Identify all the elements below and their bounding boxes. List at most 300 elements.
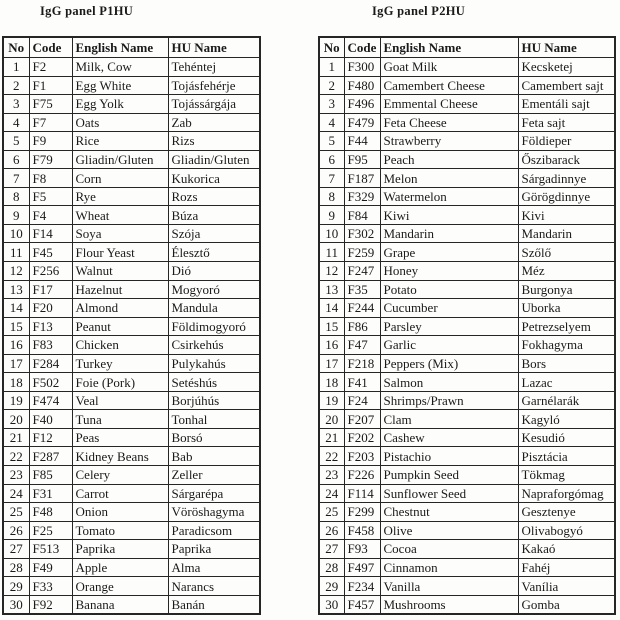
cell-no: 6 (3, 150, 29, 169)
table-row (319, 521, 615, 540)
cell-code: F4 (29, 206, 72, 225)
cell-english-name: Turkey (72, 354, 168, 373)
cell-english-name: Cocoa (380, 540, 518, 559)
cell-hu-name: Mandula (168, 299, 260, 318)
col-header-english-name: English Name (72, 37, 168, 58)
cell-hu-name: Rozs (168, 187, 260, 206)
cell-code: F14 (29, 224, 72, 243)
cell-no: 29 (3, 577, 29, 596)
cell-english-name: Kidney Beans (72, 447, 168, 466)
cell-code: F329 (344, 187, 380, 206)
cell-no: 17 (319, 354, 344, 373)
table-row (319, 76, 615, 95)
table-row (3, 280, 260, 299)
cell-hu-name: Feta sajt (518, 113, 615, 132)
table-row (3, 503, 260, 522)
cell-no: 21 (319, 428, 344, 447)
cell-no: 3 (319, 95, 344, 114)
cell-english-name: Chicken (72, 336, 168, 355)
cell-code: F2 (29, 58, 72, 77)
cell-english-name: Celery (72, 466, 168, 485)
cell-hu-name: Földimogyoró (168, 317, 260, 336)
cell-english-name: Gliadin/Gluten (72, 150, 168, 169)
cell-no: 30 (3, 595, 29, 614)
panel-title-p2hu: IgG panel P2HU (372, 4, 466, 18)
table-row (319, 428, 615, 447)
table-row (3, 113, 260, 132)
cell-code: F480 (344, 76, 380, 95)
cell-hu-name: Setéshús (168, 373, 260, 392)
cell-english-name: Peppers (Mix) (380, 354, 518, 373)
cell-english-name: Potato (380, 280, 518, 299)
table-row (319, 243, 615, 262)
cell-code: F83 (29, 336, 72, 355)
cell-hu-name: Pulykahús (168, 354, 260, 373)
cell-hu-name: Sárgadinnye (518, 169, 615, 188)
cell-english-name: Pistachio (380, 447, 518, 466)
cell-english-name: Melon (380, 169, 518, 188)
cell-code: F49 (29, 558, 72, 577)
table-row (3, 521, 260, 540)
cell-code: F187 (344, 169, 380, 188)
table-row (3, 410, 260, 429)
cell-english-name: Garlic (380, 336, 518, 355)
table-row (319, 187, 615, 206)
cell-code: F7 (29, 113, 72, 132)
cell-code: F244 (344, 299, 380, 318)
cell-english-name: Egg Yolk (72, 95, 168, 114)
table-row (3, 187, 260, 206)
cell-hu-name: Tonhal (168, 410, 260, 429)
cell-hu-name: Kukorica (168, 169, 260, 188)
col-header-code: Code (344, 37, 380, 58)
table-row (319, 336, 615, 355)
cell-hu-name: Petrezselyem (518, 317, 615, 336)
cell-english-name: Rice (72, 132, 168, 151)
cell-no: 9 (3, 206, 29, 225)
cell-hu-name: Tökmag (518, 466, 615, 485)
cell-code: F48 (29, 503, 72, 522)
cell-no: 24 (3, 484, 29, 503)
cell-no: 25 (3, 503, 29, 522)
cell-no: 18 (319, 373, 344, 392)
cell-hu-name: Fokhagyma (518, 336, 615, 355)
cell-hu-name: Őszibarack (518, 150, 615, 169)
cell-code: F13 (29, 317, 72, 336)
cell-no: 5 (319, 132, 344, 151)
table-row (319, 410, 615, 429)
cell-no: 14 (319, 299, 344, 318)
cell-no: 13 (319, 280, 344, 299)
cell-english-name: Shrimps/Prawn (380, 391, 518, 410)
cell-code: F41 (344, 373, 380, 392)
cell-code: F75 (29, 95, 72, 114)
table-row (3, 428, 260, 447)
cell-code: F458 (344, 521, 380, 540)
cell-hu-name: Kesudió (518, 428, 615, 447)
table-row (319, 466, 615, 485)
table-row (319, 391, 615, 410)
col-header-hu-name: HU Name (518, 37, 615, 58)
cell-no: 20 (3, 410, 29, 429)
cell-code: F79 (29, 150, 72, 169)
cell-no: 15 (3, 317, 29, 336)
table-row (3, 169, 260, 188)
cell-no: 1 (319, 58, 344, 77)
cell-hu-name: Méz (518, 262, 615, 281)
allergen-table-p1hu (2, 36, 261, 615)
cell-english-name: Strawberry (380, 132, 518, 151)
cell-english-name: Emmental Cheese (380, 95, 518, 114)
cell-no: 28 (3, 558, 29, 577)
table-row (3, 76, 260, 95)
cell-hu-name: Élesztő (168, 243, 260, 262)
cell-english-name: Mushrooms (380, 595, 518, 614)
cell-hu-name: Tojássárgája (168, 95, 260, 114)
cell-no: 7 (3, 169, 29, 188)
cell-code: F95 (344, 150, 380, 169)
table-row (319, 484, 615, 503)
cell-english-name: Rye (72, 187, 168, 206)
allergen-table-p2hu (318, 36, 616, 615)
table-header-row (3, 37, 260, 58)
cell-hu-name: Banán (168, 595, 260, 614)
cell-english-name: Camembert Cheese (380, 76, 518, 95)
cell-no: 16 (319, 336, 344, 355)
cell-code: F9 (29, 132, 72, 151)
cell-code: F40 (29, 410, 72, 429)
table-row (3, 484, 260, 503)
cell-english-name: Walnut (72, 262, 168, 281)
table-row (3, 299, 260, 318)
table-row (3, 354, 260, 373)
cell-english-name: Milk, Cow (72, 58, 168, 77)
cell-no: 12 (319, 262, 344, 281)
table-row (319, 299, 615, 318)
table-row (3, 373, 260, 392)
cell-code: F33 (29, 577, 72, 596)
cell-code: F114 (344, 484, 380, 503)
cell-code: F247 (344, 262, 380, 281)
table-row (319, 558, 615, 577)
table-row (3, 132, 260, 151)
cell-english-name: Kiwi (380, 206, 518, 225)
cell-no: 14 (3, 299, 29, 318)
cell-hu-name: Paprika (168, 540, 260, 559)
cell-code: F203 (344, 447, 380, 466)
table-row (3, 466, 260, 485)
cell-english-name: Banana (72, 595, 168, 614)
cell-hu-name: Gesztenye (518, 503, 615, 522)
cell-hu-name: Garnélarák (518, 391, 615, 410)
table-row (3, 595, 260, 614)
cell-no: 5 (3, 132, 29, 151)
table-row (3, 540, 260, 559)
cell-no: 2 (319, 76, 344, 95)
table-row (3, 317, 260, 336)
col-header-no: No (3, 37, 29, 58)
cell-hu-name: Zeller (168, 466, 260, 485)
cell-english-name: Cinnamon (380, 558, 518, 577)
cell-code: F93 (344, 540, 380, 559)
table-row (319, 540, 615, 559)
cell-code: F207 (344, 410, 380, 429)
col-header-hu-name: HU Name (168, 37, 260, 58)
cell-no: 18 (3, 373, 29, 392)
cell-code: F31 (29, 484, 72, 503)
cell-code: F302 (344, 224, 380, 243)
cell-hu-name: Zab (168, 113, 260, 132)
cell-english-name: Almond (72, 299, 168, 318)
cell-hu-name: Szója (168, 224, 260, 243)
cell-hu-name: Csirkehús (168, 336, 260, 355)
cell-english-name: Tuna (72, 410, 168, 429)
col-header-no: No (319, 37, 344, 58)
cell-hu-name: Borjúhús (168, 391, 260, 410)
cell-english-name: Soya (72, 224, 168, 243)
cell-no: 9 (319, 206, 344, 225)
cell-no: 2 (3, 76, 29, 95)
cell-no: 12 (3, 262, 29, 281)
cell-no: 24 (319, 484, 344, 503)
cell-english-name: Salmon (380, 373, 518, 392)
cell-no: 16 (3, 336, 29, 355)
cell-code: F234 (344, 577, 380, 596)
cell-english-name: Parsley (380, 317, 518, 336)
cell-hu-name: Kecsketej (518, 58, 615, 77)
cell-code: F86 (344, 317, 380, 336)
cell-hu-name: Mandarin (518, 224, 615, 243)
cell-code: F84 (344, 206, 380, 225)
cell-hu-name: Gomba (518, 595, 615, 614)
cell-english-name: Foie (Pork) (72, 373, 168, 392)
cell-english-name: Grape (380, 243, 518, 262)
col-header-english-name: English Name (380, 37, 518, 58)
table-row (3, 224, 260, 243)
cell-code: F85 (29, 466, 72, 485)
cell-code: F45 (29, 243, 72, 262)
table-row (3, 391, 260, 410)
cell-hu-name: Gliadin/Gluten (168, 150, 260, 169)
table-row (3, 58, 260, 77)
cell-code: F259 (344, 243, 380, 262)
table-row (319, 280, 615, 299)
cell-no: 21 (3, 428, 29, 447)
cell-no: 1 (3, 58, 29, 77)
cell-no: 19 (3, 391, 29, 410)
col-header-code: Code (29, 37, 72, 58)
cell-no: 20 (319, 410, 344, 429)
cell-hu-name: Sárgarépa (168, 484, 260, 503)
cell-hu-name: Bors (518, 354, 615, 373)
table-row (3, 558, 260, 577)
cell-hu-name: Mogyoró (168, 280, 260, 299)
cell-code: F300 (344, 58, 380, 77)
cell-english-name: Veal (72, 391, 168, 410)
cell-no: 27 (3, 540, 29, 559)
cell-english-name: Paprika (72, 540, 168, 559)
cell-english-name: Sunflower Seed (380, 484, 518, 503)
cell-code: F8 (29, 169, 72, 188)
cell-no: 26 (319, 521, 344, 540)
table-row (319, 224, 615, 243)
cell-hu-name: Paradicsom (168, 521, 260, 540)
table-row (319, 262, 615, 281)
table-row (3, 447, 260, 466)
panel-title-p1hu: IgG panel P1HU (40, 4, 134, 18)
cell-english-name: Cucumber (380, 299, 518, 318)
cell-code: F24 (344, 391, 380, 410)
cell-code: F47 (344, 336, 380, 355)
cell-code: F25 (29, 521, 72, 540)
cell-english-name: Vanilla (380, 577, 518, 596)
cell-english-name: Wheat (72, 206, 168, 225)
cell-hu-name: Olivabogyó (518, 521, 615, 540)
cell-code: F92 (29, 595, 72, 614)
cell-code: F284 (29, 354, 72, 373)
cell-no: 11 (3, 243, 29, 262)
table-row (319, 169, 615, 188)
table-row (3, 206, 260, 225)
table-row (319, 595, 615, 614)
table-header-row (319, 37, 615, 58)
cell-code: F497 (344, 558, 380, 577)
cell-no: 26 (3, 521, 29, 540)
cell-hu-name: Vanília (518, 577, 615, 596)
cell-english-name: Egg White (72, 76, 168, 95)
cell-english-name: Chestnut (380, 503, 518, 522)
cell-hu-name: Dió (168, 262, 260, 281)
cell-no: 10 (319, 224, 344, 243)
cell-code: F226 (344, 466, 380, 485)
cell-english-name: Honey (380, 262, 518, 281)
table-row (3, 262, 260, 281)
cell-code: F44 (344, 132, 380, 151)
cell-no: 19 (319, 391, 344, 410)
table-row (319, 58, 615, 77)
cell-code: F20 (29, 299, 72, 318)
cell-english-name: Goat Milk (380, 58, 518, 77)
cell-hu-name: Borsó (168, 428, 260, 447)
cell-no: 8 (319, 187, 344, 206)
cell-no: 30 (319, 595, 344, 614)
table-row (319, 317, 615, 336)
cell-english-name: Orange (72, 577, 168, 596)
cell-english-name: Olive (380, 521, 518, 540)
cell-english-name: Mandarin (380, 224, 518, 243)
cell-hu-name: Búza (168, 206, 260, 225)
cell-hu-name: Narancs (168, 577, 260, 596)
cell-hu-name: Tehéntej (168, 58, 260, 77)
cell-no: 23 (319, 466, 344, 485)
cell-code: F474 (29, 391, 72, 410)
cell-hu-name: Görögdinnye (518, 187, 615, 206)
table-row (3, 577, 260, 596)
table-row (319, 354, 615, 373)
cell-code: F17 (29, 280, 72, 299)
cell-no: 22 (3, 447, 29, 466)
cell-code: F513 (29, 540, 72, 559)
cell-no: 22 (319, 447, 344, 466)
cell-hu-name: Camembert sajt (518, 76, 615, 95)
cell-hu-name: Kivi (518, 206, 615, 225)
cell-no: 17 (3, 354, 29, 373)
table-row (319, 95, 615, 114)
cell-hu-name: Lazac (518, 373, 615, 392)
table-row (319, 373, 615, 392)
table-row (319, 150, 615, 169)
cell-no: 27 (319, 540, 344, 559)
table-row (3, 336, 260, 355)
table-row (319, 577, 615, 596)
cell-english-name: Pumpkin Seed (380, 466, 518, 485)
cell-hu-name: Kakaó (518, 540, 615, 559)
table-row (319, 503, 615, 522)
cell-hu-name: Rizs (168, 132, 260, 151)
cell-hu-name: Fahéj (518, 558, 615, 577)
table-row (319, 206, 615, 225)
cell-no: 13 (3, 280, 29, 299)
cell-code: F218 (344, 354, 380, 373)
cell-code: F202 (344, 428, 380, 447)
table-row (3, 150, 260, 169)
cell-code: F5 (29, 187, 72, 206)
cell-hu-name: Vöröshagyma (168, 503, 260, 522)
cell-code: F479 (344, 113, 380, 132)
cell-english-name: Hazelnut (72, 280, 168, 299)
cell-hu-name: Kagyló (518, 410, 615, 429)
cell-english-name: Apple (72, 558, 168, 577)
table-row (3, 95, 260, 114)
cell-code: F1 (29, 76, 72, 95)
table-row (319, 447, 615, 466)
cell-no: 7 (319, 169, 344, 188)
cell-hu-name: Napraforgómag (518, 484, 615, 503)
cell-no: 11 (319, 243, 344, 262)
cell-code: F496 (344, 95, 380, 114)
cell-english-name: Flour Yeast (72, 243, 168, 262)
cell-hu-name: Alma (168, 558, 260, 577)
cell-hu-name: Szőlő (518, 243, 615, 262)
cell-no: 4 (3, 113, 29, 132)
cell-code: F35 (344, 280, 380, 299)
cell-no: 29 (319, 577, 344, 596)
cell-english-name: Feta Cheese (380, 113, 518, 132)
cell-hu-name: Burgonya (518, 280, 615, 299)
cell-english-name: Corn (72, 169, 168, 188)
cell-no: 4 (319, 113, 344, 132)
cell-english-name: Oats (72, 113, 168, 132)
cell-code: F299 (344, 503, 380, 522)
cell-no: 28 (319, 558, 344, 577)
cell-english-name: Cashew (380, 428, 518, 447)
cell-hu-name: Bab (168, 447, 260, 466)
cell-hu-name: Földieper (518, 132, 615, 151)
cell-hu-name: Uborka (518, 299, 615, 318)
cell-english-name: Tomato (72, 521, 168, 540)
table-row (319, 113, 615, 132)
cell-hu-name: Pisztácia (518, 447, 615, 466)
cell-hu-name: Tojásfehérje (168, 76, 260, 95)
cell-english-name: Carrot (72, 484, 168, 503)
cell-code: F12 (29, 428, 72, 447)
cell-english-name: Peas (72, 428, 168, 447)
cell-no: 25 (319, 503, 344, 522)
cell-english-name: Clam (380, 410, 518, 429)
cell-no: 8 (3, 187, 29, 206)
table-row (319, 132, 615, 151)
cell-english-name: Watermelon (380, 187, 518, 206)
